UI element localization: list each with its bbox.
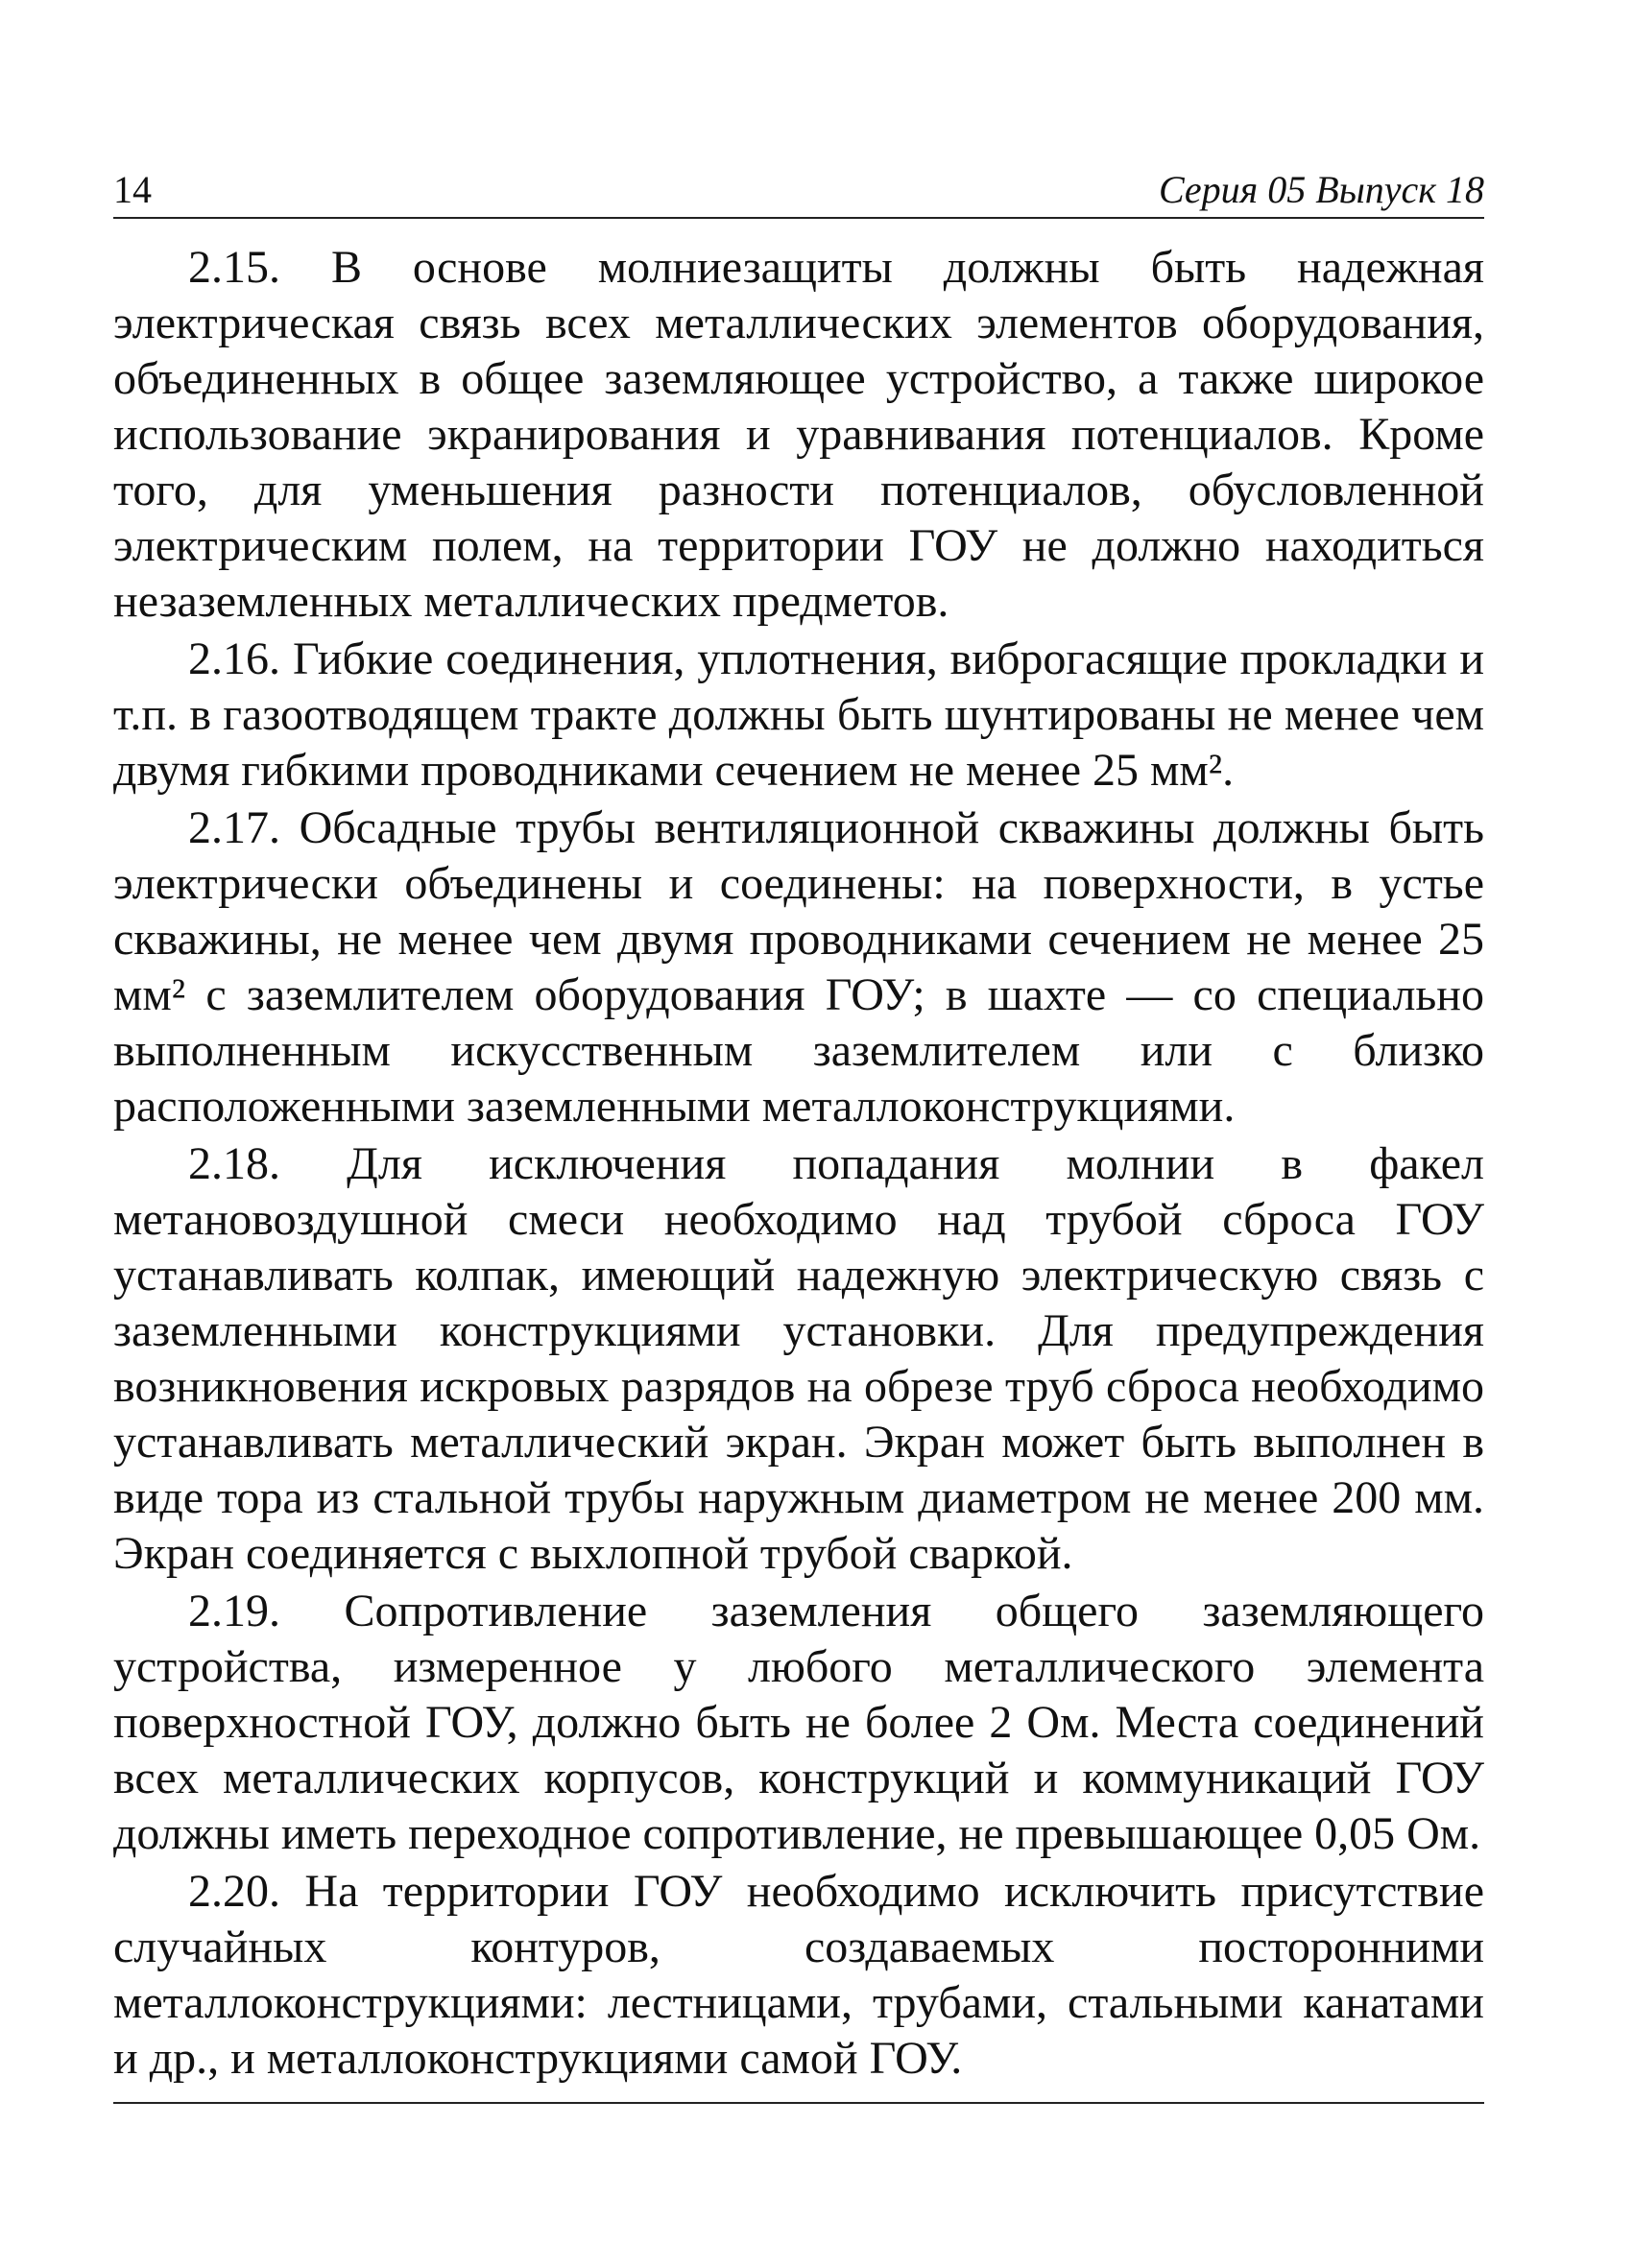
paragraph-2-19: 2.19. Сопротивление заземления общего заземляющего устройства, измеренное у любого металлического элемента поверхностной ГОУ, должно быть не более 2 Ом. Места соединений всех металлических корпусов, конструкций и коммуникаций ГОУ должны иметь переходное сопротивление, не превышающее 0,05 Ом. bbox=[113, 1586, 1484, 1859]
footer-rule bbox=[113, 2102, 1484, 2104]
series-title: Серия 05 Выпуск 18 bbox=[1158, 168, 1484, 211]
paragraph-2-16: 2.16. Гибкие соединения, уплотнения, виброгасящие прокладки и т.п. в газоотводящем тракте должны быть шунтированы не менее чем двумя гибкими проводниками сечением не менее 25 мм². bbox=[113, 633, 1484, 796]
page-number: 14 bbox=[113, 168, 152, 211]
paragraph-2-20: 2.20. На территории ГОУ необходимо исключить присутствие случайных контуров, создаваемых посторонними металлоконструкциями: лестницами, трубами, стальными канатами и др., и металлоконструкциями самой ГОУ. bbox=[113, 1866, 1484, 2084]
paragraph-2-18: 2.18. Для исключения попадания молнии в факел метановоздушной смеси необходимо над трубой сброса ГОУ устанавливать колпак, имеющий надежную электрическую связь с заземленными конструкциями установки. Для предупреждения возникновения искровых разрядов на обрезе труб сброса необходимо устанавливать металлический экран. Экран может быть выполнен в виде тора из стальной трубы наружным диаметром не менее 200 мм. Экран соединяется с выхлопной трубой сваркой. bbox=[113, 1138, 1484, 1579]
paragraph-2-17: 2.17. Обсадные трубы вентиляционной скважины должны быть электрически объединены и соединены: на поверхности, в устье скважины, не менее чем двумя проводниками сечением не менее 25 мм² с заземлителем оборудования ГОУ; в шахте — со специально выполненным искусственным заземлителем или с близко расположенными заземленными металлоконструкциями. bbox=[113, 802, 1484, 1132]
page-header bbox=[113, 163, 1484, 219]
paragraph-2-15: 2.15. В основе молниезащиты должны быть надежная электрическая связь всех металлических элементов оборудования, объединенных в общее заземляющее устройство, а также широкое использование экранирования и уравнивания потенциалов. Кроме того, для уменьшения разности потенциалов, обусловленной электрическим полем, на территории ГОУ не должно находиться незаземленных металлических предметов. bbox=[113, 242, 1484, 627]
body-text bbox=[113, 240, 1484, 2089]
